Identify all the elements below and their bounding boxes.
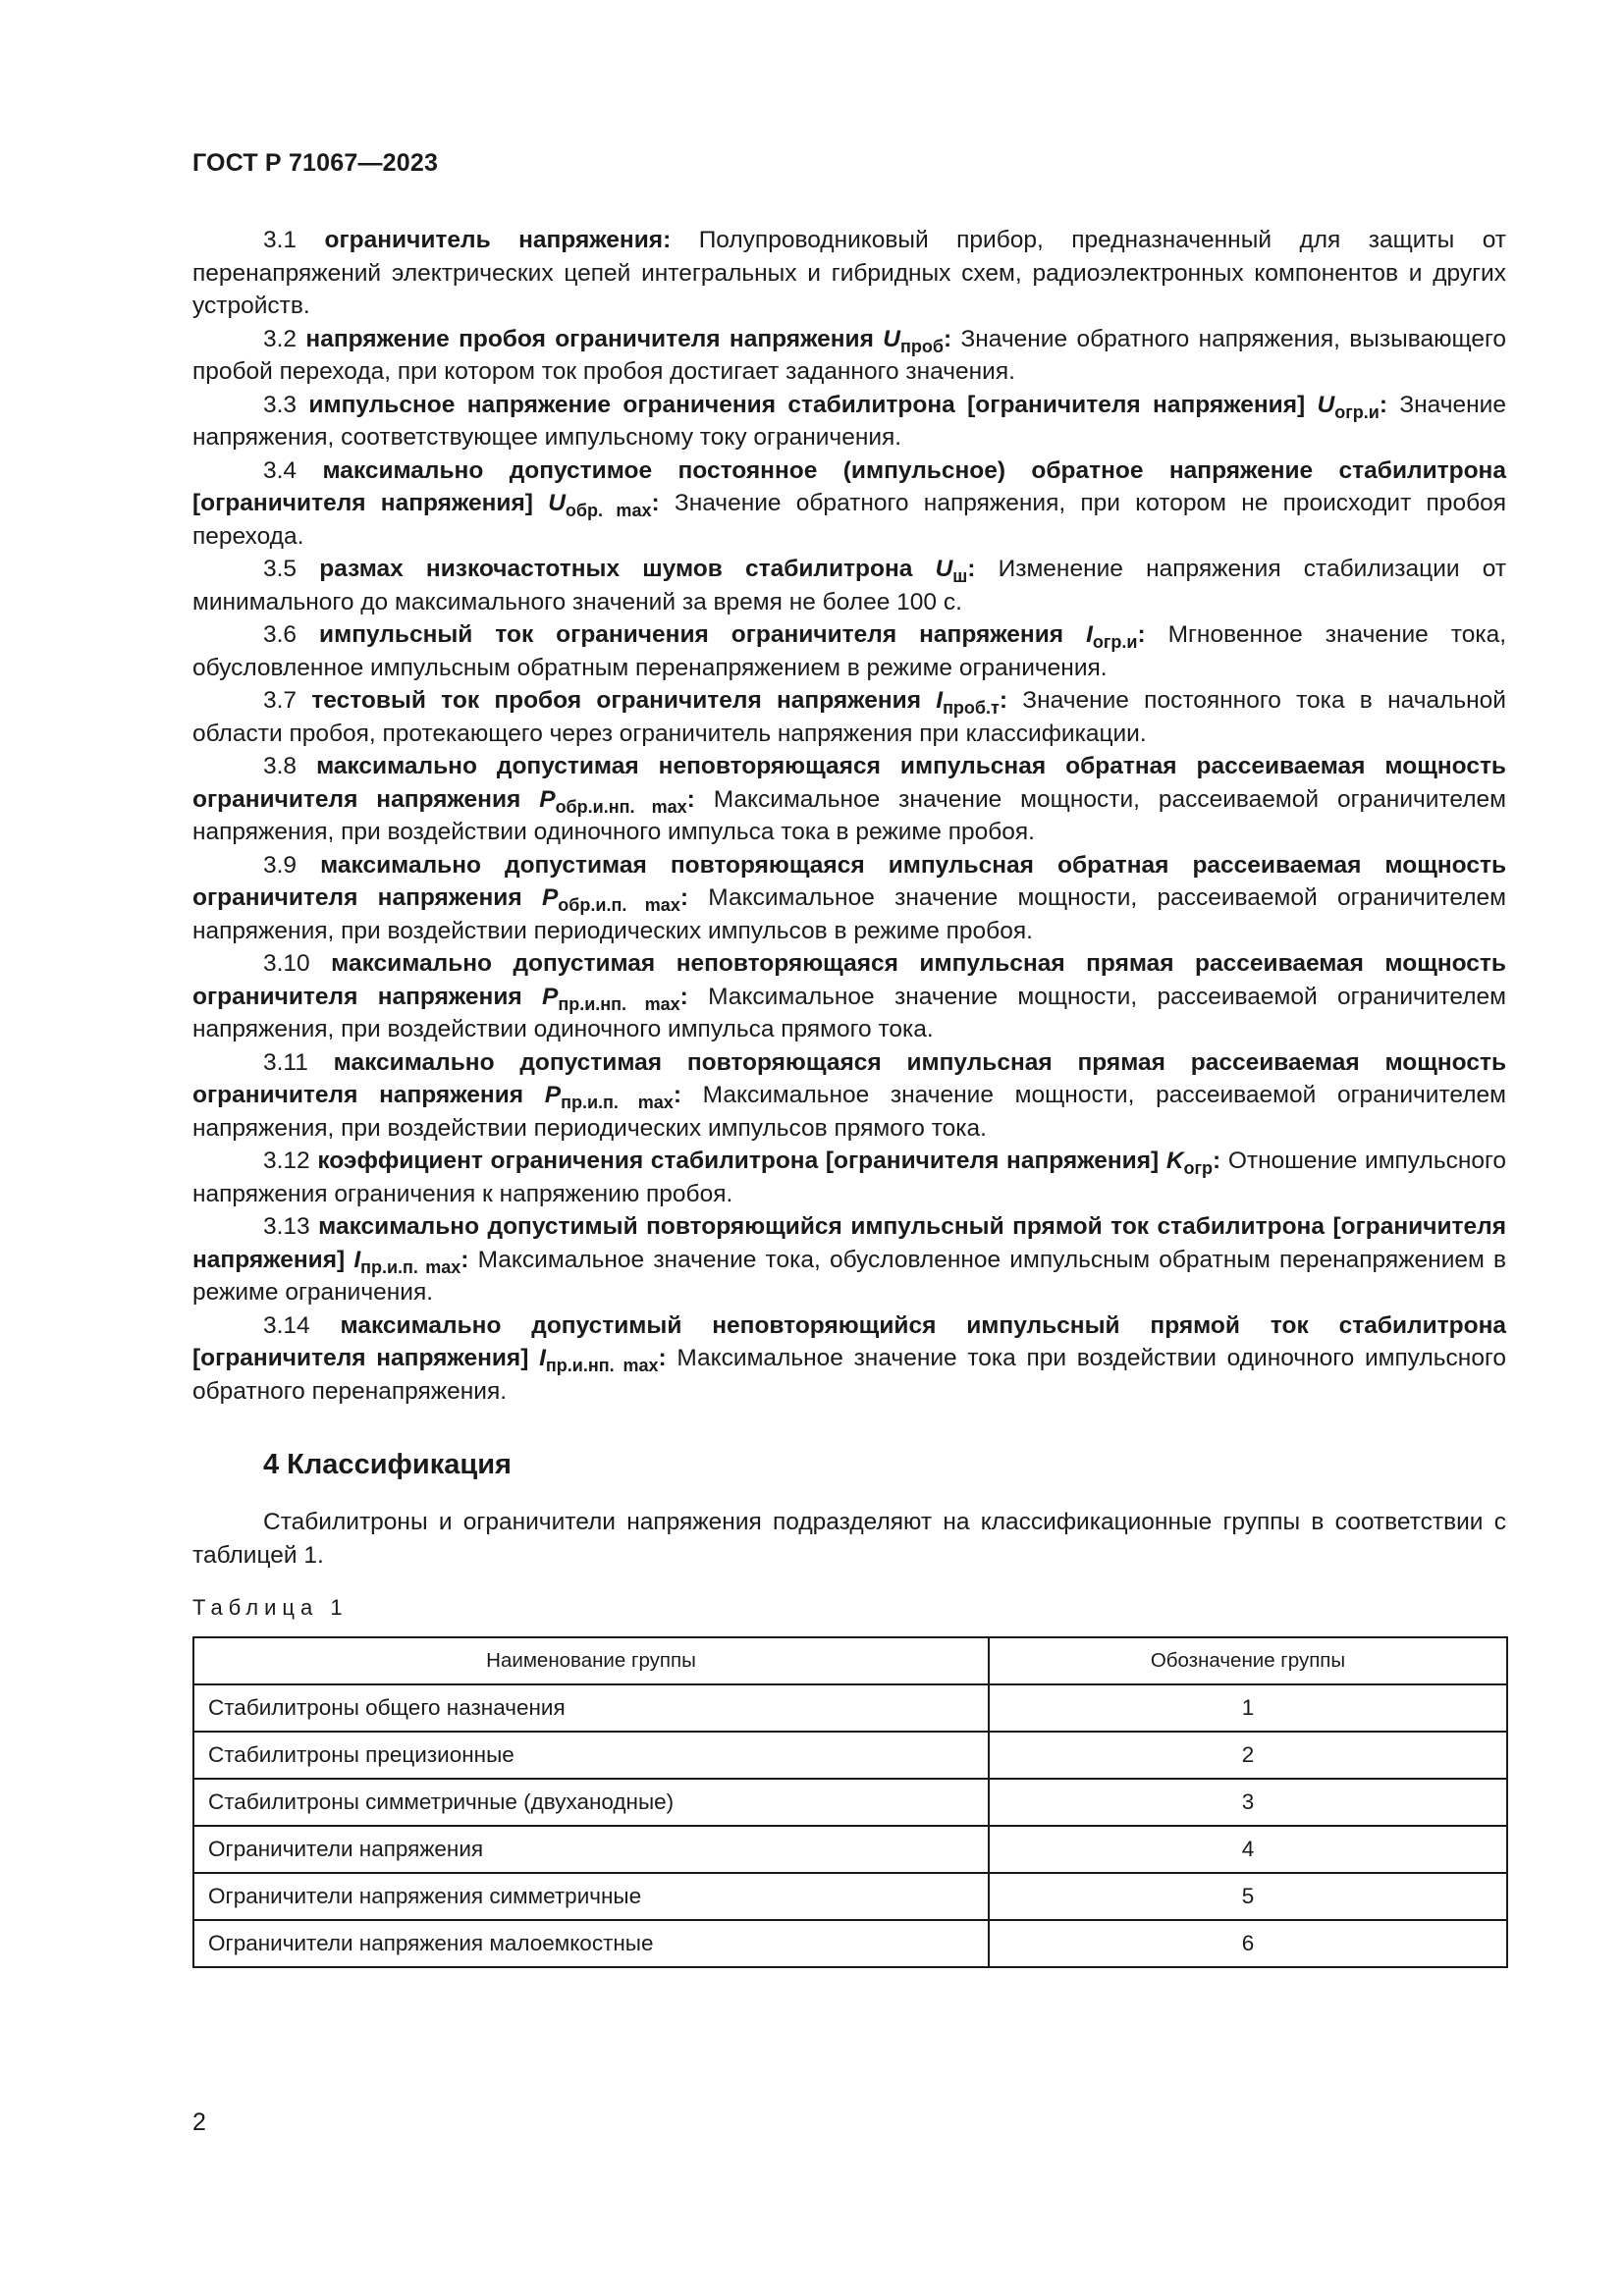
definition-3-9: 3.9 максимально допустимая повторяющаяся импульсная обратная рассеиваемая мощность ограничителя напряжения $P_{обр.и.п. max}$: Максимальное значение мощности, рассеиваемой ограничителем напряжения, при воздействии периодических импульсов в режиме пробоя. (192, 851, 1506, 944)
definition-3-4: 3.4 максимально допустимое постоянное (импульсное) обратное напряжение стабилитрона [ограничителя напряжения] $U_{обр. max}$: Значение обратного напряжения, при котором не происходит пробоя перехода. (192, 456, 1506, 550)
group-code-cell: 4 (989, 1826, 1507, 1873)
definition-3-14: 3.14 максимально допустимый неповторяющийся импульсный прямой ток стабилитрона [ограничителя напряжения] $I_{пр.и.нп. max}$: Максимальное значение тока при воздействии одиночного импульсного обратного перенапряжения. (192, 1311, 1506, 1405)
table-row (193, 1920, 1507, 1967)
definition-3-5: 3.5 размах низкочастотных шумов стабилитрона $U_ш$: Изменение напряжения стабилизации от минимального до максимального значений за время не более 100 с. (192, 556, 1507, 615)
table-row (193, 1826, 1507, 1873)
definition-3-10: 3.10 максимально допустимая неповторяющаяся импульсная прямая рассеиваемая мощность ограничителя напряжения $P_{пр.и.нп. max}$: Максимальное значение мощности, рассеиваемой ограничителем напряжения, при воздействии одиночного импульса прямого тока. (192, 950, 1506, 1042)
group-code-cell: 6 (989, 1920, 1507, 1967)
definition-3-2: 3.2 напряжение пробоя ограничителя напряжения $U_{проб}$: Значение обратного напряжения, вызывающего пробой перехода, при котором ток пробоя достигает заданного значения. (192, 325, 1506, 385)
table-row (193, 1779, 1507, 1826)
page-number: 2 (192, 2109, 206, 2136)
group-name-cell: Ограничители напряжения (193, 1826, 989, 1873)
definitions-list (192, 224, 1506, 1408)
document-header: ГОСТ Р 71067—2023 (192, 149, 439, 177)
table-row (193, 1684, 1507, 1732)
table-row (193, 1732, 1507, 1779)
section-paragraph: Стабилитроны и ограничители напряжения подразделяют на классификационные группы в соответствии с таблицей 1. (192, 1509, 1506, 1569)
definition-3-7: 3.7 тестовый ток пробоя ограничителя напряжения $I_{проб.т}$: Значение постоянного тока в начальной области пробоя, протекающего через ограничитель напряжения при классификации. (192, 687, 1506, 747)
definition-3-3: 3.3 импульсное напряжение ограничения стабилитрона [ограничителя напряжения] $U_{огр.и}$: Значение напряжения, соответствующее импульсному току ограничения. (192, 391, 1506, 451)
group-name-cell: Стабилитроны симметричные (двуханодные) (193, 1779, 989, 1826)
group-name-cell: Стабилитроны общего назначения (193, 1684, 989, 1732)
definition-3-6: 3.6 импульсный ток ограничения ограничителя напряжения $I_{огр.и}$: Мгновенное значение тока, обусловленное импульсным обратным перенапряжением в режиме ограничения. (192, 621, 1507, 681)
group-code-cell: 2 (989, 1732, 1507, 1779)
group-code-cell: 1 (989, 1684, 1507, 1732)
classification-table (192, 1636, 1508, 1968)
column-header-designation: Обозначение группы (989, 1637, 1507, 1684)
group-name-cell: Ограничители напряжения малоемкостные (193, 1920, 989, 1967)
definition-3-13: 3.13 максимально допустимый повторяющийся импульсный прямой ток стабилитрона [ограничителя напряжения] $I_{пр.и.п. max}$: Максимальное значение тока, обусловленное импульсным обратным перенапряжением в режиме ограничения. (192, 1213, 1507, 1306)
definition-3-12: 3.12 коэффициент ограничения стабилитрона [ограничителя напряжения] $K_{огр}$: Отношение импульсного напряжения ограничения к напряжению пробоя. (192, 1148, 1507, 1207)
group-name-cell: Стабилитроны прецизионные (193, 1732, 989, 1779)
definition-3-11: 3.11 максимально допустимая повторяющаяся импульсная прямая рассеиваемая мощность ограничителя напряжения $P_{пр.и.п. max}$: Максимальное значение мощности, рассеиваемой ограничителем напряжения, при воздействии периодических импульсов прямого тока. (192, 1048, 1507, 1142)
section-title: 4 Классификация (263, 1449, 512, 1480)
definition-3-8: 3.8 максимально допустимая неповторяющаяся импульсная обратная рассеиваемая мощность ограничителя напряжения $P_{обр.и.нп. max}$: Максимальное значение мощности, рассеиваемой ограничителем напряжения, при воздействии одиночного импульса тока в режиме пробоя. (192, 753, 1506, 845)
definition-3-1: 3.1 ограничитель напряжения: Полупроводниковый прибор, предназначенный для защиты от перенапряжений электрических цепей интегральных и гибридных схем, радиоэлектронных компонентов и других устройств. (192, 227, 1507, 319)
table-row (193, 1873, 1507, 1920)
table-caption: Таблица 1 (192, 1595, 349, 1620)
group-code-cell: 5 (989, 1873, 1507, 1920)
group-code-cell: 3 (989, 1779, 1507, 1826)
group-name-cell: Ограничители напряжения симметричные (193, 1873, 989, 1920)
table-header-row (193, 1637, 1507, 1684)
column-header-name: Наименование группы (193, 1637, 989, 1684)
